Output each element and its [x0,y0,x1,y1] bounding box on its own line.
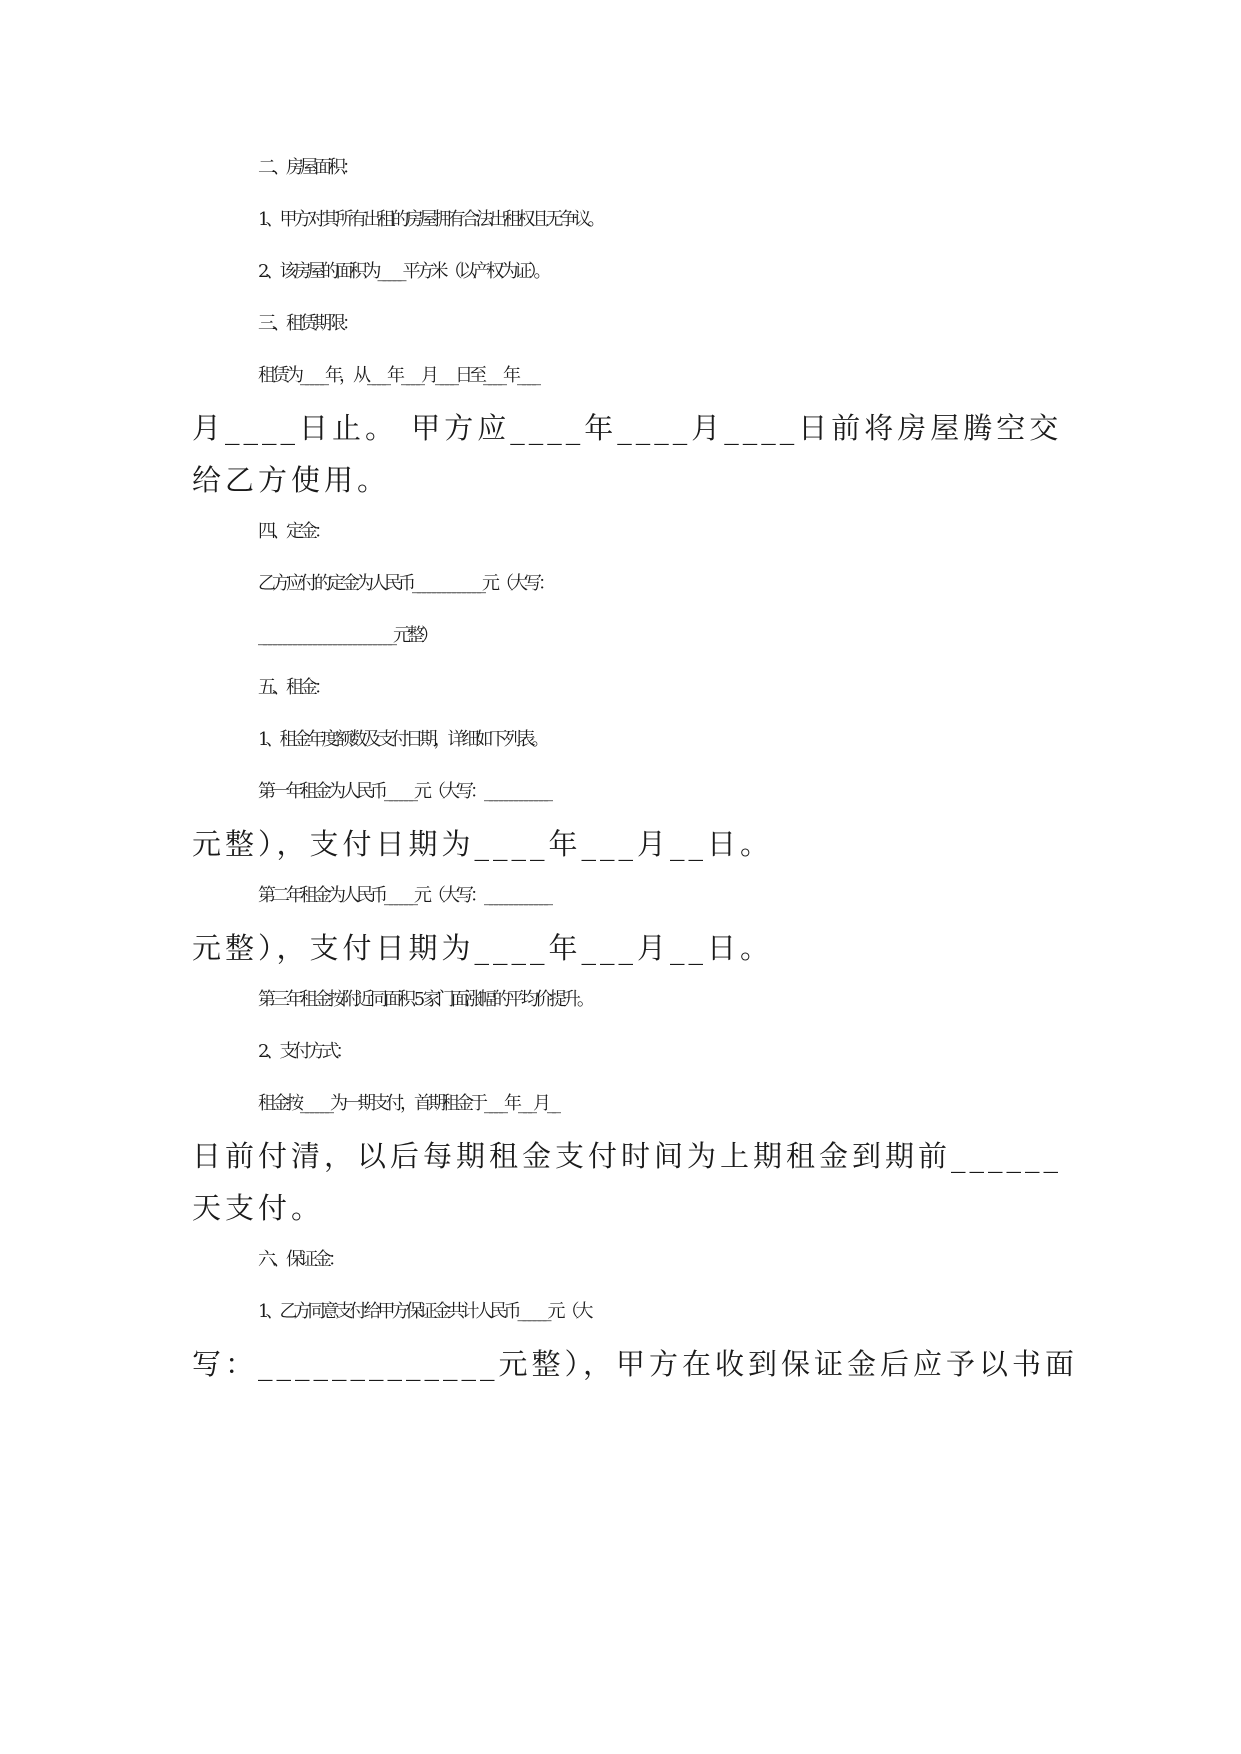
paragraph-line: 1、乙方同意支付给甲方保证金共计人民币______元（大 [258,1301,590,1322]
paragraph-line: 租赁为_____年，从____年____月____日至____年____ [258,365,537,386]
heading-deposit: 四、定金： [258,521,328,542]
paragraph-line: 第二年租金为人民币______元（大写：_____________ [258,885,549,906]
heading-payment-method: 2、支付方式： [258,1041,350,1062]
paragraph-line: 给乙方使用。 [192,463,391,497]
paragraph-line: 第三年租金按附近同面积 5 家门面涨幅的平均价提升。 [258,989,591,1010]
paragraph-line: 租金按______为一期支付，首期租金于____年___月__ [258,1093,557,1114]
paragraph-line: 1、甲方对其所有出租的房屋拥有合法出租权且无争议。 [258,209,602,230]
paragraph-line: ___________________________元整） [258,625,435,646]
paragraph-line: 元整），支付日期为____年___月__日。 [192,827,774,861]
paragraph-line: 天支付。 [192,1191,325,1225]
heading-rent: 五、租金： [258,677,328,698]
paragraph-line: 元整），支付日期为____年___月__日。 [192,931,774,965]
paragraph-line: 2、该房屋的面积为_____平方米（以产权为证）。 [258,261,548,282]
paragraph-line: 月____日止。 甲方应____年____月____日前将房屋腾空交 [192,411,1063,445]
paragraph-line: 日前付清，以后每期租金支付时间为上期租金到期前______ [192,1139,1063,1173]
paragraph-line: 写：_____________元整），甲方在收到保证金后应予以书面 [192,1347,1079,1381]
heading-lease-term: 三、租赁期限： [258,313,356,334]
paragraph-line: 乙方应付的定金为人民币______________元（大写： [258,573,552,594]
paragraph-line: 1、租金年度额数及支付日期，详细如下列表。 [258,729,546,750]
heading-house-area: 二、房屋面积： [258,157,356,178]
paragraph-line: 第一年租金为人民币______元（大写：_____________ [258,781,549,802]
heading-security-deposit: 六、保证金： [258,1249,342,1270]
